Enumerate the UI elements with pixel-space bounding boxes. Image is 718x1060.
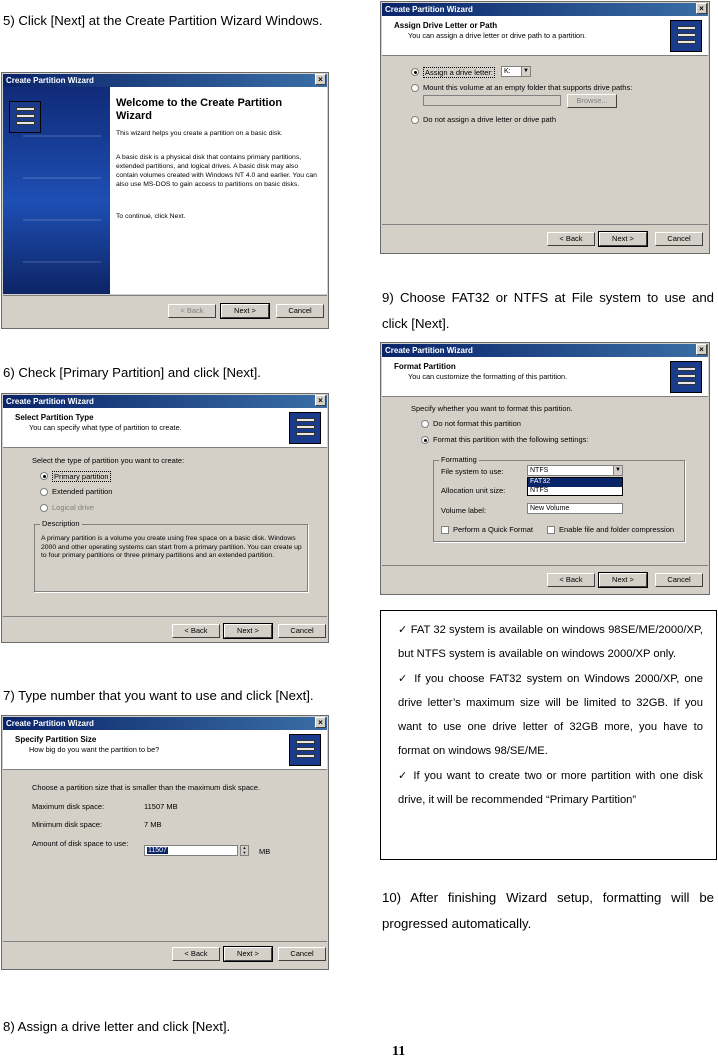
- disk-icon: [670, 361, 702, 393]
- quick-format-label[interactable]: Perform a Quick Format: [453, 525, 534, 534]
- fs-label: File system to use:: [441, 467, 504, 476]
- welcome-body: A basic disk is a physical disk that contains primary partitions, extended partitions, and logical drives. A basic disk may also contain volumes created with Windows NT 4.0 and earlier. You can also use MS-DOS to gain access to partitions on basic disks.: [116, 154, 317, 188]
- back-button[interactable]: < Back: [547, 232, 595, 246]
- no-format-radio[interactable]: [421, 420, 429, 428]
- header-title: Assign Drive Letter or Path: [394, 21, 498, 30]
- page-number: 11: [392, 1044, 406, 1059]
- partition-type-window: [1, 393, 329, 643]
- logical-label: Logical drive: [52, 503, 95, 512]
- fs-value: NTFS: [530, 467, 549, 474]
- min-space-label: Minimum disk space:: [32, 820, 103, 829]
- check-icon: ✓: [398, 672, 410, 685]
- step-7-text: 7) Type number that you want to use and click [Next].: [3, 688, 314, 703]
- step-8-text: 8) Assign a drive letter and click [Next].: [3, 1019, 231, 1034]
- check-icon: ✓: [398, 624, 408, 636]
- disk-icon: [289, 734, 321, 766]
- volume-value: New Volume: [530, 505, 570, 512]
- cancel-button[interactable]: Cancel: [278, 947, 326, 961]
- next-button[interactable]: Next >: [224, 624, 272, 638]
- close-icon[interactable]: ×: [315, 74, 326, 85]
- header-title: Format Partition: [394, 362, 456, 371]
- title-bar: Create Partition Wizard: [3, 74, 327, 87]
- back-button[interactable]: < Back: [547, 573, 595, 587]
- close-icon[interactable]: ×: [696, 3, 707, 14]
- extended-label[interactable]: Extended partition: [52, 487, 113, 496]
- step-10-text: 10) After finishing Wizard setup, formatting will be progressed automatically.: [382, 890, 714, 931]
- check-icon: ✓: [398, 769, 409, 782]
- title-bar: Create Partition Wizard: [382, 3, 708, 16]
- compression-checkbox[interactable]: [547, 526, 555, 534]
- assign-letter-radio[interactable]: [411, 68, 419, 76]
- next-button[interactable]: Next >: [221, 304, 269, 318]
- format-prompt: Specify whether you want to format this partition.: [411, 404, 573, 413]
- logical-radio: [40, 504, 48, 512]
- next-button[interactable]: Next >: [599, 232, 647, 246]
- drive-letter-value: K:: [504, 68, 511, 75]
- format-partition-window: [380, 342, 710, 595]
- header-subtitle: You can specify what type of partition to create.: [29, 423, 182, 432]
- note-2: ✓ If you choose FAT32 system on Windows 2000/XP, one drive letter’s maximum size will be limited to 32GB. If you want to use one drive letter of 32GB more, you have to format on windows 98/SE/ME.: [398, 672, 704, 758]
- amount-input[interactable]: [144, 845, 238, 856]
- step-5-text: 5) Click [Next] at the Create Partition Wizard Windows.: [3, 13, 323, 28]
- description-text: A primary partition is a volume you create using free space on a basic disk. Windows 2000 and other operating systems can start from a primary partition. You can create up to four primary partitions or three primary partitions and an extended partition.: [41, 535, 302, 559]
- amount-value: 11507: [148, 847, 167, 854]
- primary-label[interactable]: Primary partition: [54, 472, 109, 481]
- cancel-button[interactable]: Cancel: [655, 573, 703, 587]
- mount-path-input[interactable]: [423, 95, 561, 106]
- size-prompt: Choose a partition size that is smaller than the maximum disk space.: [32, 783, 261, 792]
- description-group: [34, 519, 308, 592]
- amount-stepper[interactable]: ▲ ▼: [240, 845, 249, 856]
- alloc-label: Allocation unit size:: [441, 486, 506, 495]
- disk-icon: [289, 412, 321, 444]
- drive-letter-select[interactable]: [501, 66, 531, 77]
- no-letter-label[interactable]: Do not assign a drive letter or drive path: [423, 115, 556, 124]
- header-subtitle: You can assign a drive letter or drive path to a partition.: [408, 31, 587, 40]
- unit-label: MB: [259, 847, 271, 856]
- extended-radio[interactable]: [40, 488, 48, 496]
- type-prompt: Select the type of partition you want to create:: [32, 456, 185, 465]
- cancel-button[interactable]: Cancel: [276, 304, 324, 318]
- welcome-title: Welcome to the Create Partition Wizard: [116, 97, 283, 122]
- note-3: ✓ If you want to create two or more partition with one disk drive, it will be recommended “Primary Partition”: [398, 769, 704, 807]
- mount-folder-label[interactable]: Mount this volume at an empty folder that supports drive paths:: [423, 83, 633, 92]
- title-bar: Create Partition Wizard: [382, 344, 708, 357]
- fs-select[interactable]: [527, 465, 623, 476]
- next-button[interactable]: Next >: [599, 573, 647, 587]
- mount-folder-radio[interactable]: [411, 84, 419, 92]
- fs-option-ntfs[interactable]: NTFS: [530, 486, 549, 494]
- no-letter-radio[interactable]: [411, 116, 419, 124]
- back-button[interactable]: < Back: [172, 624, 220, 638]
- assign-drive-window: [380, 1, 710, 254]
- close-icon[interactable]: ×: [315, 395, 326, 406]
- format-label[interactable]: Format this partition with the following settings:: [433, 435, 589, 444]
- formatting-title: Formatting: [441, 455, 477, 464]
- primary-radio[interactable]: [40, 472, 48, 480]
- wizard-side-banner: [3, 87, 110, 294]
- cancel-button[interactable]: Cancel: [655, 232, 703, 246]
- format-radio[interactable]: [421, 436, 429, 444]
- welcome-wizard-window: [1, 72, 329, 329]
- note-1: ✓ FAT 32 system is available on windows 98SE/ME/2000/XP, but NTFS system is available on windows 2000/XP only.: [398, 624, 704, 661]
- description-title: Description: [42, 519, 80, 528]
- max-space-label: Maximum disk space:: [32, 802, 105, 811]
- step-9-text: 9) Choose FAT32 or NTFS at File system to use and click [Next].: [382, 290, 714, 331]
- close-icon[interactable]: ×: [696, 344, 707, 355]
- min-space-value: 7 MB: [144, 820, 162, 829]
- max-space-value: 11507 MB: [144, 802, 178, 811]
- welcome-intro: This wizard helps you create a partition on a basic disk.: [116, 130, 283, 137]
- fs-dropdown-list: [527, 477, 623, 496]
- header-title: Specify Partition Size: [15, 735, 97, 744]
- welcome-continue: To continue, click Next.: [116, 213, 186, 220]
- chevron-down-icon: ▼: [521, 67, 530, 76]
- fs-option-fat32[interactable]: FAT32: [528, 478, 622, 487]
- cancel-button[interactable]: Cancel: [278, 624, 326, 638]
- volume-label: Volume label:: [441, 506, 487, 515]
- disk-icon: [9, 101, 41, 133]
- disk-icon: [670, 20, 702, 52]
- partition-size-window: [1, 715, 329, 970]
- back-button[interactable]: < Back: [168, 304, 216, 318]
- browse-button[interactable]: Browse...: [567, 94, 617, 108]
- chevron-down-icon: ▼: [613, 466, 622, 475]
- notes-box: [380, 610, 717, 860]
- header-subtitle: How big do you want the partition to be?: [29, 745, 160, 754]
- volume-input[interactable]: [527, 503, 623, 514]
- back-button[interactable]: < Back: [172, 947, 220, 961]
- quick-format-checkbox[interactable]: [441, 526, 449, 534]
- next-button[interactable]: Next >: [224, 947, 272, 961]
- close-icon[interactable]: ×: [315, 717, 326, 728]
- header-subtitle: You can customize the formatting of this partition.: [408, 372, 568, 381]
- assign-letter-label[interactable]: Assign a drive letter:: [425, 68, 493, 77]
- title-bar: Create Partition Wizard: [3, 717, 327, 730]
- step-6-text: 6) Check [Primary Partition] and click [Next].: [3, 365, 261, 380]
- header-title: Select Partition Type: [15, 413, 94, 422]
- compression-label[interactable]: Enable file and folder compression: [559, 525, 675, 534]
- title-bar: Create Partition Wizard: [3, 395, 327, 408]
- no-format-label[interactable]: Do not format this partition: [433, 419, 521, 428]
- amount-label: Amount of disk space to use:: [32, 839, 129, 848]
